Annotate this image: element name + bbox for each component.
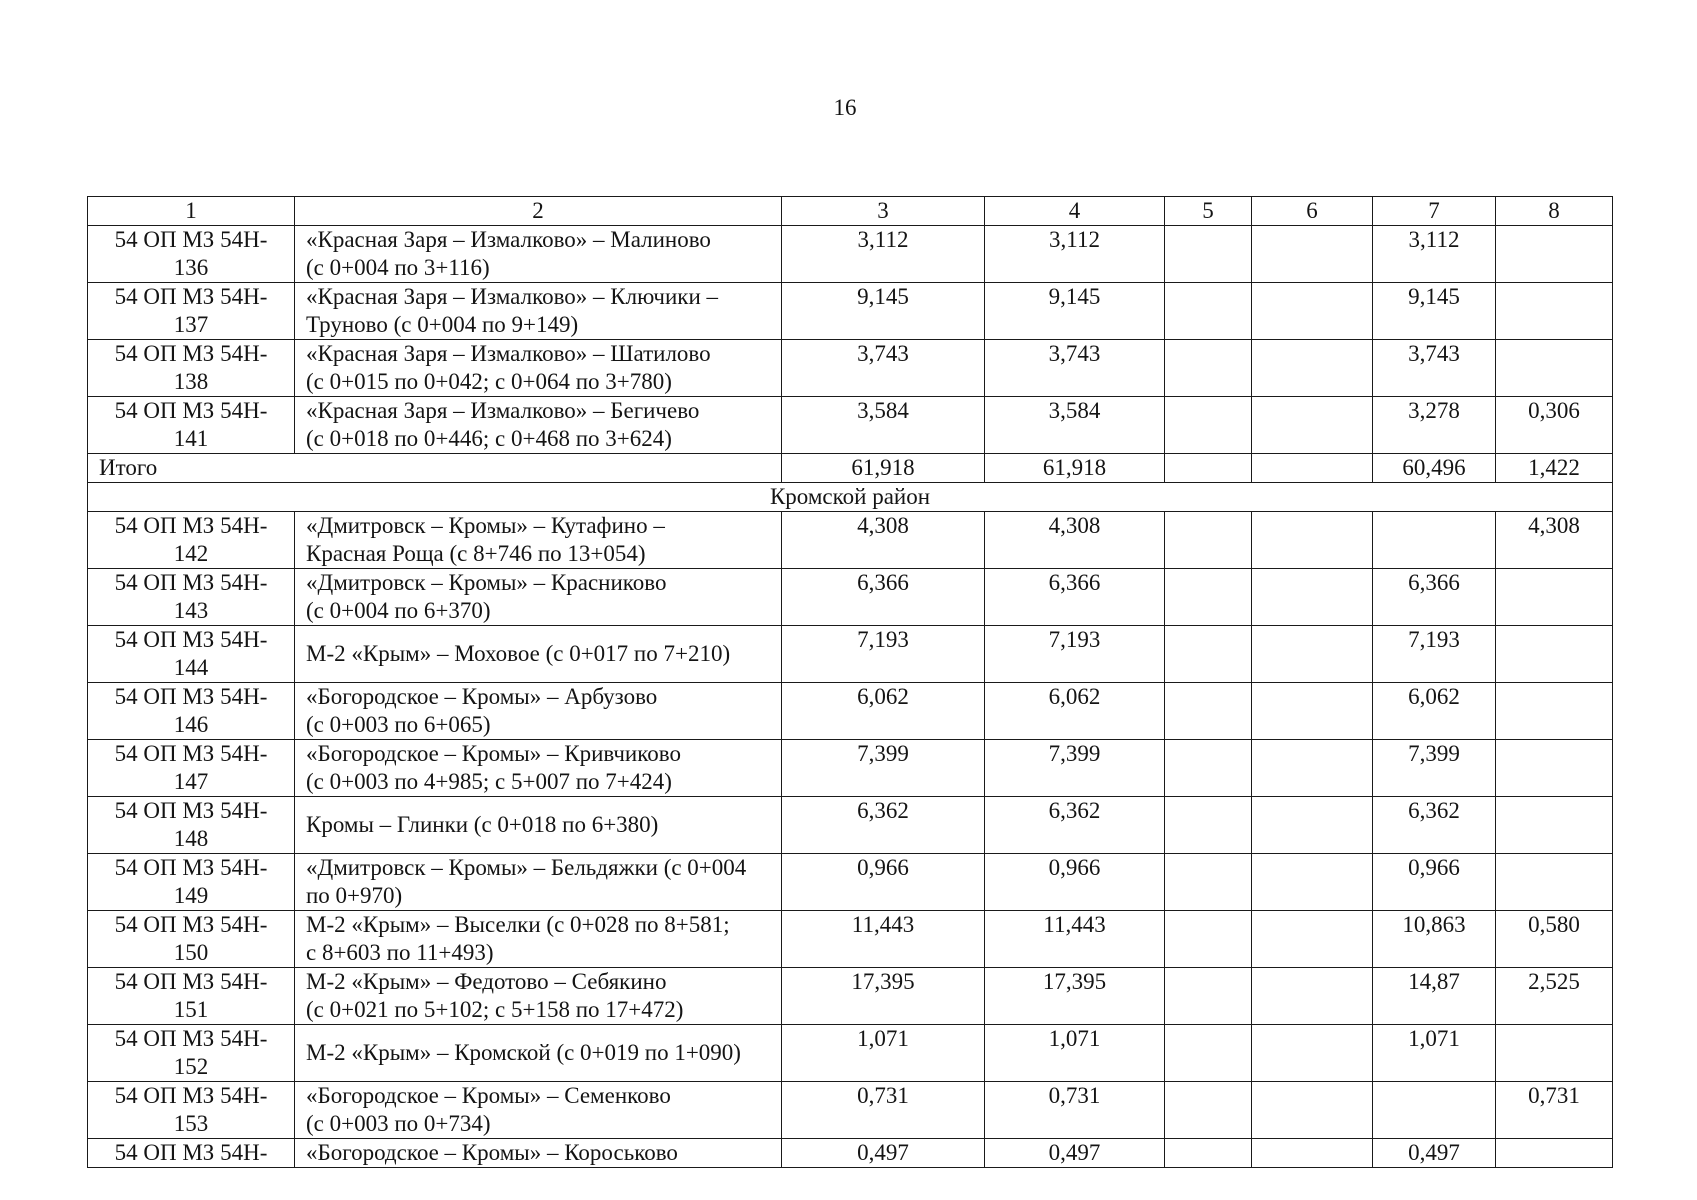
- value-cell-6: [1252, 283, 1373, 340]
- road-code-line: 54 ОП МЗ 54Н-: [114, 570, 268, 595]
- table-row: [88, 626, 1613, 683]
- road-code-line: 54 ОП МЗ 54Н-: [114, 341, 268, 366]
- road-code-line: 141: [173, 426, 209, 451]
- road-code-cell: [88, 340, 295, 397]
- total-value-8: 1,422: [1496, 454, 1613, 483]
- value-cell-3: 9,145: [782, 283, 985, 340]
- road-name-cell: [295, 569, 782, 626]
- value-cell-7: 7,399: [1373, 740, 1496, 797]
- value-cell-3: 0,497: [782, 1139, 985, 1168]
- table-row: [88, 911, 1613, 968]
- value-cell-7: 0,966: [1373, 854, 1496, 911]
- road-name-cell: [295, 626, 782, 683]
- header-cell-1: 1: [88, 197, 295, 226]
- road-name-line: с 8+603 по 11+493): [306, 940, 494, 965]
- value-cell-8: [1496, 797, 1613, 854]
- table-row: [88, 569, 1613, 626]
- value-cell-4: 11,443: [985, 911, 1165, 968]
- road-name-cell: [295, 283, 782, 340]
- road-code-line: 54 ОП МЗ 54Н-: [114, 627, 268, 652]
- value-cell-5: [1165, 626, 1252, 683]
- road-code-cell: [88, 626, 295, 683]
- road-name-line: «Богородское – Кромы» – Кривчиково: [306, 741, 681, 766]
- road-code-cell: [88, 1139, 295, 1168]
- road-name-line: (с 0+018 по 0+446; с 0+468 по 3+624): [306, 426, 672, 451]
- value-cell-4: 6,366: [985, 569, 1165, 626]
- road-name-line: (с 0+021 по 5+102; с 5+158 по 17+472): [306, 997, 684, 1022]
- value-cell-8: 0,306: [1496, 397, 1613, 454]
- value-cell-5: [1165, 968, 1252, 1025]
- value-cell-6: [1252, 683, 1373, 740]
- table-row: [88, 512, 1613, 569]
- value-cell-7: 1,071: [1373, 1025, 1496, 1082]
- road-name-line: М-2 «Крым» – Выселки (с 0+028 по 8+581;: [306, 912, 730, 937]
- road-name-line: «Богородское – Кромы» – Семенково: [306, 1083, 671, 1108]
- road-name-line: (с 0+015 по 0+042; с 0+064 по 3+780): [306, 369, 672, 394]
- total-value-3: 61,918: [782, 454, 985, 483]
- value-cell-7: 14,87: [1373, 968, 1496, 1025]
- header-cell-8: 8: [1496, 197, 1613, 226]
- road-code-line: 136: [173, 255, 209, 280]
- value-cell-6: [1252, 911, 1373, 968]
- section-row: [88, 483, 1613, 512]
- value-cell-7: 6,062: [1373, 683, 1496, 740]
- road-name-line: Красная Роща (с 8+746 по 13+054): [306, 541, 646, 566]
- table-body: [88, 197, 1613, 1168]
- value-cell-6: [1252, 1082, 1373, 1139]
- road-code-line: 150: [173, 940, 209, 965]
- road-code-line: 148: [173, 826, 209, 851]
- road-code-line: 54 ОП МЗ 54Н-: [114, 741, 268, 766]
- value-cell-8: 2,525: [1496, 968, 1613, 1025]
- road-code-cell: [88, 397, 295, 454]
- road-code-line: 54 ОП МЗ 54Н-: [114, 798, 268, 823]
- road-code-line: 54 ОП МЗ 54Н-: [114, 855, 268, 880]
- value-cell-7: 10,863: [1373, 911, 1496, 968]
- value-cell-4: 0,731: [985, 1082, 1165, 1139]
- road-code-line: 54 ОП МЗ 54Н-: [114, 227, 268, 252]
- road-code-line: 146: [173, 712, 209, 737]
- value-cell-6: [1252, 740, 1373, 797]
- header-cell-6: 6: [1252, 197, 1373, 226]
- value-cell-3: 6,062: [782, 683, 985, 740]
- table-row: [88, 1025, 1613, 1082]
- value-cell-5: [1165, 911, 1252, 968]
- road-code-cell: [88, 226, 295, 283]
- table-row: [88, 1139, 1613, 1168]
- road-name-cell: [295, 968, 782, 1025]
- value-cell-6: [1252, 397, 1373, 454]
- road-code-cell: [88, 911, 295, 968]
- value-cell-3: 11,443: [782, 911, 985, 968]
- value-cell-8: [1496, 1025, 1613, 1082]
- total-value-4: 61,918: [985, 454, 1165, 483]
- header-cell-5: 5: [1165, 197, 1252, 226]
- value-cell-4: 4,308: [985, 512, 1165, 569]
- value-cell-6: [1252, 968, 1373, 1025]
- value-cell-4: 7,193: [985, 626, 1165, 683]
- section-title: Кромской район: [88, 483, 1613, 512]
- road-code-line: 147: [173, 769, 209, 794]
- road-name-line: М-2 «Крым» – Федотово – Себякино: [306, 969, 667, 994]
- table-row: [88, 1082, 1613, 1139]
- road-name-line: Кромы – Глинки (с 0+018 по 6+380): [306, 812, 659, 837]
- road-code-cell: [88, 1082, 295, 1139]
- value-cell-6: [1252, 1025, 1373, 1082]
- value-cell-4: 3,743: [985, 340, 1165, 397]
- total-label: Итого: [88, 454, 782, 483]
- value-cell-7: 3,112: [1373, 226, 1496, 283]
- road-name-line: (с 0+003 по 0+734): [306, 1111, 491, 1136]
- road-name-line: (с 0+004 по 3+116): [306, 255, 490, 280]
- value-cell-8: [1496, 226, 1613, 283]
- value-cell-4: 17,395: [985, 968, 1165, 1025]
- road-code-line: 54 ОП МЗ 54Н-: [114, 398, 268, 423]
- road-code-line: 143: [173, 598, 209, 623]
- road-name-cell: [295, 854, 782, 911]
- road-code-line: 54 ОП МЗ 54Н-: [114, 912, 268, 937]
- road-code-line: 54 ОП МЗ 54Н-: [114, 1026, 268, 1051]
- road-name-cell: [295, 1025, 782, 1082]
- header-cell-4: 4: [985, 197, 1165, 226]
- value-cell-6: [1252, 226, 1373, 283]
- value-cell-3: 3,112: [782, 226, 985, 283]
- value-cell-7: 3,278: [1373, 397, 1496, 454]
- page-number: 16: [833, 95, 857, 120]
- value-cell-3: 3,584: [782, 397, 985, 454]
- road-code-line: 142: [173, 541, 209, 566]
- road-name-line: М-2 «Крым» – Кромской (с 0+019 по 1+090): [306, 1040, 741, 1065]
- road-name-cell: [295, 1082, 782, 1139]
- value-cell-6: [1252, 797, 1373, 854]
- value-cell-6: [1252, 340, 1373, 397]
- value-cell-3: 7,399: [782, 740, 985, 797]
- value-cell-6: [1252, 569, 1373, 626]
- road-name-cell: [295, 911, 782, 968]
- road-code-line: 54 ОП МЗ 54Н-: [114, 513, 268, 538]
- value-cell-4: 1,071: [985, 1025, 1165, 1082]
- value-cell-8: [1496, 626, 1613, 683]
- road-code-line: 54 ОП МЗ 54Н-: [114, 684, 268, 709]
- value-cell-8: 0,731: [1496, 1082, 1613, 1139]
- total-value-7: 60,496: [1373, 454, 1496, 483]
- value-cell-7: [1373, 1082, 1496, 1139]
- road-name-cell: [295, 340, 782, 397]
- road-code-line: 54 ОП МЗ 54Н-: [114, 1083, 268, 1108]
- value-cell-3: 0,966: [782, 854, 985, 911]
- road-name-cell: [295, 740, 782, 797]
- road-code-cell: [88, 968, 295, 1025]
- value-cell-4: 3,112: [985, 226, 1165, 283]
- road-code-line: 144: [173, 655, 209, 680]
- road-code-line: 149: [173, 883, 209, 908]
- value-cell-3: 17,395: [782, 968, 985, 1025]
- road-name-line: (с 0+003 по 6+065): [306, 712, 491, 737]
- value-cell-5: [1165, 397, 1252, 454]
- value-cell-6: [1252, 512, 1373, 569]
- road-code-line: 153: [173, 1111, 209, 1136]
- road-name-line: М-2 «Крым» – Моховое (с 0+017 по 7+210): [306, 641, 731, 666]
- value-cell-8: [1496, 683, 1613, 740]
- value-cell-5: [1165, 283, 1252, 340]
- value-cell-5: [1165, 512, 1252, 569]
- value-cell-7: 9,145: [1373, 283, 1496, 340]
- value-cell-6: [1252, 626, 1373, 683]
- value-cell-5: [1165, 1025, 1252, 1082]
- value-cell-5: [1165, 740, 1252, 797]
- value-cell-8: [1496, 740, 1613, 797]
- road-code-line: 54 ОП МЗ 54Н-: [114, 969, 268, 994]
- value-cell-3: 0,731: [782, 1082, 985, 1139]
- value-cell-8: [1496, 854, 1613, 911]
- road-name-line: «Дмитровск – Кромы» – Бельдяжки (с 0+004: [306, 855, 747, 880]
- road-name-cell: [295, 797, 782, 854]
- value-cell-7: 6,366: [1373, 569, 1496, 626]
- table-row: [88, 283, 1613, 340]
- value-cell-4: 0,966: [985, 854, 1165, 911]
- road-code-cell: [88, 569, 295, 626]
- road-name-line: «Красная Заря – Измалково» – Ключики –: [306, 284, 719, 309]
- road-code-cell: [88, 1025, 295, 1082]
- value-cell-4: 3,584: [985, 397, 1165, 454]
- value-cell-5: [1165, 683, 1252, 740]
- value-cell-6: [1252, 1139, 1373, 1168]
- road-name-line: по 0+970): [306, 883, 403, 908]
- value-cell-7: 7,193: [1373, 626, 1496, 683]
- road-code-cell: [88, 283, 295, 340]
- table-row: [88, 968, 1613, 1025]
- value-cell-5: [1165, 569, 1252, 626]
- road-name-cell: [295, 683, 782, 740]
- value-cell-8: [1496, 569, 1613, 626]
- road-name-cell: [295, 512, 782, 569]
- value-cell-3: 6,362: [782, 797, 985, 854]
- value-cell-8: 0,580: [1496, 911, 1613, 968]
- total-value-5: [1165, 454, 1252, 483]
- road-name-line: «Дмитровск – Кромы» – Кутафино –: [306, 513, 665, 538]
- value-cell-7: [1373, 512, 1496, 569]
- road-name-line: «Дмитровск – Кромы» – Красниково: [306, 570, 667, 595]
- table-row: [88, 797, 1613, 854]
- road-code-cell: [88, 740, 295, 797]
- road-code-line: 54 ОП МЗ 54Н-: [114, 1140, 268, 1165]
- total-row: [88, 454, 1613, 483]
- header-cell-7: 7: [1373, 197, 1496, 226]
- road-name-line: «Богородское – Кромы» – Короськово: [306, 1140, 678, 1165]
- value-cell-5: [1165, 1082, 1252, 1139]
- value-cell-3: 1,071: [782, 1025, 985, 1082]
- road-name-line: (с 0+003 по 4+985; с 5+007 по 7+424): [306, 769, 672, 794]
- table-row: [88, 226, 1613, 283]
- road-name-line: «Красная Заря – Измалково» – Малиново: [306, 227, 711, 252]
- road-name-line: «Богородское – Кромы» – Арбузово: [306, 684, 658, 709]
- road-code-cell: [88, 683, 295, 740]
- value-cell-8: [1496, 1139, 1613, 1168]
- value-cell-3: 6,366: [782, 569, 985, 626]
- header-row: [88, 197, 1613, 226]
- value-cell-6: [1252, 854, 1373, 911]
- total-value-6: [1252, 454, 1373, 483]
- table-row: [88, 340, 1613, 397]
- road-code-line: 54 ОП МЗ 54Н-: [114, 284, 268, 309]
- road-code-cell: [88, 854, 295, 911]
- road-code-cell: [88, 512, 295, 569]
- table-row: [88, 397, 1613, 454]
- value-cell-5: [1165, 797, 1252, 854]
- value-cell-5: [1165, 340, 1252, 397]
- road-name-cell: [295, 226, 782, 283]
- value-cell-5: [1165, 1139, 1252, 1168]
- header-cell-2: 2: [295, 197, 782, 226]
- road-name-cell: [295, 1139, 782, 1168]
- value-cell-4: 6,362: [985, 797, 1165, 854]
- roads-table: [87, 196, 1613, 1168]
- road-name-line: Труново (с 0+004 по 9+149): [306, 312, 579, 337]
- value-cell-8: 4,308: [1496, 512, 1613, 569]
- value-cell-7: 3,743: [1373, 340, 1496, 397]
- table-row: [88, 683, 1613, 740]
- road-code-line: 137: [173, 312, 209, 337]
- road-name-line: «Красная Заря – Измалково» – Шатилово: [306, 341, 711, 366]
- table-row: [88, 854, 1613, 911]
- road-code-line: 152: [173, 1054, 209, 1079]
- road-name-cell: [295, 397, 782, 454]
- value-cell-3: 7,193: [782, 626, 985, 683]
- road-code-line: 138: [173, 369, 209, 394]
- value-cell-7: 0,497: [1373, 1139, 1496, 1168]
- road-code-cell: [88, 797, 295, 854]
- value-cell-4: 7,399: [985, 740, 1165, 797]
- value-cell-5: [1165, 854, 1252, 911]
- road-code-line: 151: [173, 997, 209, 1022]
- value-cell-4: 0,497: [985, 1139, 1165, 1168]
- value-cell-3: 3,743: [782, 340, 985, 397]
- value-cell-8: [1496, 340, 1613, 397]
- value-cell-3: 4,308: [782, 512, 985, 569]
- road-name-line: «Красная Заря – Измалково» – Бегичево: [306, 398, 700, 423]
- value-cell-8: [1496, 283, 1613, 340]
- value-cell-5: [1165, 226, 1252, 283]
- road-name-line: (с 0+004 по 6+370): [306, 598, 491, 623]
- header-cell-3: 3: [782, 197, 985, 226]
- value-cell-4: 6,062: [985, 683, 1165, 740]
- value-cell-4: 9,145: [985, 283, 1165, 340]
- value-cell-7: 6,362: [1373, 797, 1496, 854]
- table-row: [88, 740, 1613, 797]
